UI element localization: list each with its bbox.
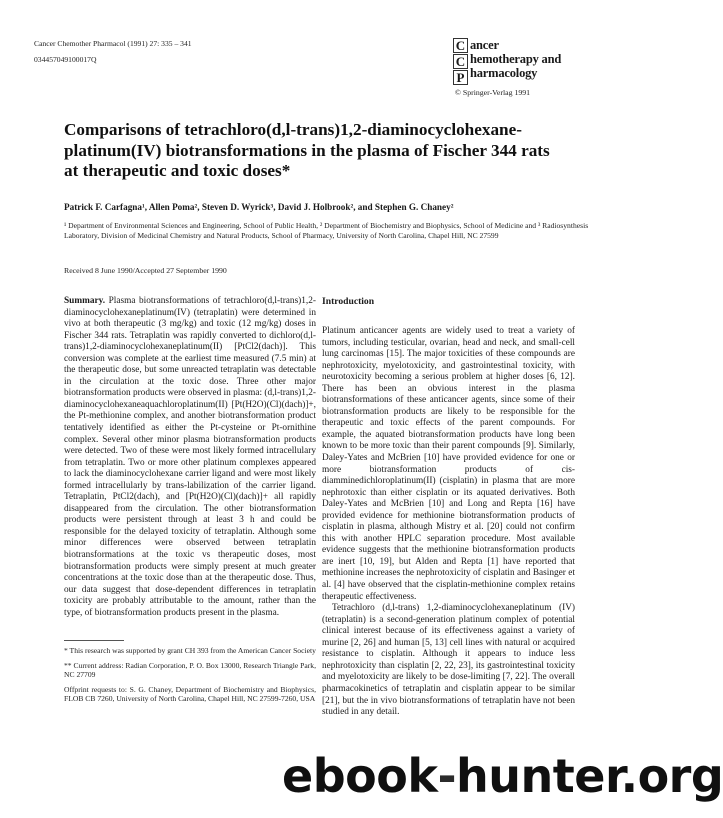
article-code: 034457049100017Q (34, 55, 97, 64)
summary-paragraph (64, 296, 316, 619)
received-dates: Received 8 June 1990/Accepted 27 September 1990 (64, 266, 227, 275)
footnote-offprint: Offprint requests to: S. G. Chaney, Department of Biochemistry and Biophysics, FLOB CB 7260, University of North Carolina, Chapel Hill, NC 27599-7260, USA (64, 684, 316, 703)
summary-text: Plasma biotransformations of tetrachloro(d,l-trans)1,2-diaminocyclohexaneplatinum(IV) (tetraplatin) were determined in vivo at both therapeutic (3 mg/kg) and toxic (12 mg/kg) doses in Fischer 344 rats. Tetraplatin was rapidly converted to dichloro(d,l-trans)1,2-diaminocyclohexaneplatinum(II) [PtCl2(dach)]. This conversion was complete at the earliest time measured (7.5 min) at the therapeutic dose, but some unreacted tetraplatin was detectable in the circulation at the toxic dose. Three other major biotransformation products were observed in plasma: (d,l-trans)1,2-diaminocyclohexaneaquachloroplatinum(II) [Pt(H2O)(Cl)(dach)]+, the Pt-methionine complex, and another biotransformation product tentatively identified as either the Pt-cysteine or Pt-ornithine complex. Several other minor plasma biotransformation products were detected. Two of these were most likely formed intracellulary from tetraplatin. Two or more other platinum complexes appeared to lack the diaminocyclohexane carrier ligand and were most likely formed intracellularly by trans-labilization of the carrier ligand. Tetraplatin, PtCl2(dach), and [Pt(H2O)(Cl)(dach)]+ all rapidly disappeared from the circulation. The other biotransformation products were persistent through at least 3 h and could be responsible for the delayed toxicity of tetraplatin. Although some minor differences were observed between tetraplatin biotransformations at the toxic vs therapeutic doses, most biotransformation products were simply present at much greater concentrations at the toxic dose than at the therapeutic dose. Thus, our data suggest that dose-dependent differences in tetraplatin toxicity are probably attributable to the amount, rather than the type, of biotransformation products present in the plasma. (64, 296, 316, 618)
footnote-current-address: ** Current address: Radian Corporation, P. O. Box 13000, Research Triangle Park, NC 27709 (64, 660, 316, 679)
logo-word-3: harmacology (470, 66, 538, 80)
logo-wordmark (470, 38, 561, 80)
watermark-dash: - (437, 749, 457, 803)
site-watermark (282, 748, 723, 804)
logo-word-1: ancer (470, 38, 499, 52)
watermark-part-2: hunter.org (456, 749, 723, 803)
introduction-paragraph-2: Tetrachloro (d,l-trans) 1,2-diaminocyclohexaneplatinum (IV) (tetraplatin) is a second-generation platinum complex of potential clinical interest because of its effectiveness against a variety of murine [2, 26] and human [5, 13] cell lines with natural or acquired resistance to cisplatin. Although it appears to induce less nephrotoxicity than cisplatin [2, 22, 23], its gastrointestinal toxicity and myelotoxicity are likely to be dose-limiting [7, 22]. The overall pharmacokinetics of tetraplatin and cisplatin appear to be similar [21], but the in vivo biotransformations of tetraplatin have not been studied in any detail. (322, 603, 575, 718)
footnote-funding: * This research was supported by grant CH 393 from the American Cancer Society (64, 646, 316, 655)
logo-letter-c2: C (453, 54, 468, 69)
journal-logo (453, 38, 603, 85)
introduction-heading: Introduction (322, 296, 375, 307)
logo-letter-c1: C (453, 38, 468, 53)
article-title: Comparisons of tetrachloro(d,l-trans)1,2-diaminocyclohexane-platinum(IV) biotransformations in the plasma of Fischer 344 rats at therapeutic and toxic doses* (64, 120, 550, 180)
copyright-line: © Springer-Verlag 1991 (455, 88, 531, 97)
introduction-paragraph-1: Platinum anticancer agents are widely used to treat a variety of tumors, including testicular, ovarian, head and neck, and small-cell lung carcinomas [15]. The major toxicities of these compounds are nephrotoxicity, myelotoxicity, and gastrointestinal toxicity, with neurotoxicity becoming a serious problem at higher doses [6, 12]. There has been an obvious interest in the plasma biotransformations of these anticancer agents, since some of their biotransformation products are likely to be responsible for the therapeutic and toxic effects of the parent compounds. For example, the aquated biotransformation products have long been known to be more toxic than their parent compounds [9]. Similarly, Daley-Yates and McBrien [10] have provided evidence for one or more biotransformation products of cis-diamminedichloroplatinum(II) (cisplatin) in plasma that are more nephrotoxic than either cisplatin or its aquated derivatives. Both Daley-Yates and McBrien [10] and Long and Repta [16] have provided evidence for methionine biotransformation products of cisplatin in plasma, although Mistry et al. [20] could not confirm this with another HPLC separation procedure. Most available evidence suggests that the methionine biotransformation products are inert [10, 19], but Alden and Repta [1] have reported that methionine increases the nephrotoxicity of cisplatin and Basinger et al. [4] have observed that the cisplatin-methionine complex retains therapeutic effectiveness. (322, 326, 575, 602)
footnotes (64, 646, 316, 709)
summary-heading: Summary. (64, 296, 106, 306)
logo-word-2: hemotherapy and (470, 52, 562, 66)
logo-letter-boxes (453, 38, 468, 86)
footnote-divider (64, 640, 124, 641)
affiliations: ¹ Department of Environmental Sciences and Engineering, School of Public Health, ² Department of Biochemistry and Biophysics, School of Medicine and ³ Radiosynthesis Laboratory, Division of Medicinal Chemistry and Natural Products, School of Pharmacy, University of North Carolina, Chapel Hill, NC 27599 (64, 221, 589, 240)
watermark-part-1: ebook (282, 749, 438, 803)
left-column (64, 296, 316, 619)
right-column (322, 296, 575, 719)
journal-citation: Cancer Chemother Pharmacol (1991) 27: 335 – 341 (34, 39, 192, 48)
logo-letter-p: P (453, 70, 468, 85)
author-list: Patrick F. Carfagna¹, Allen Poma², Steven D. Wyrick³, David J. Holbrook², and Stephen G. Chaney² (64, 202, 454, 212)
